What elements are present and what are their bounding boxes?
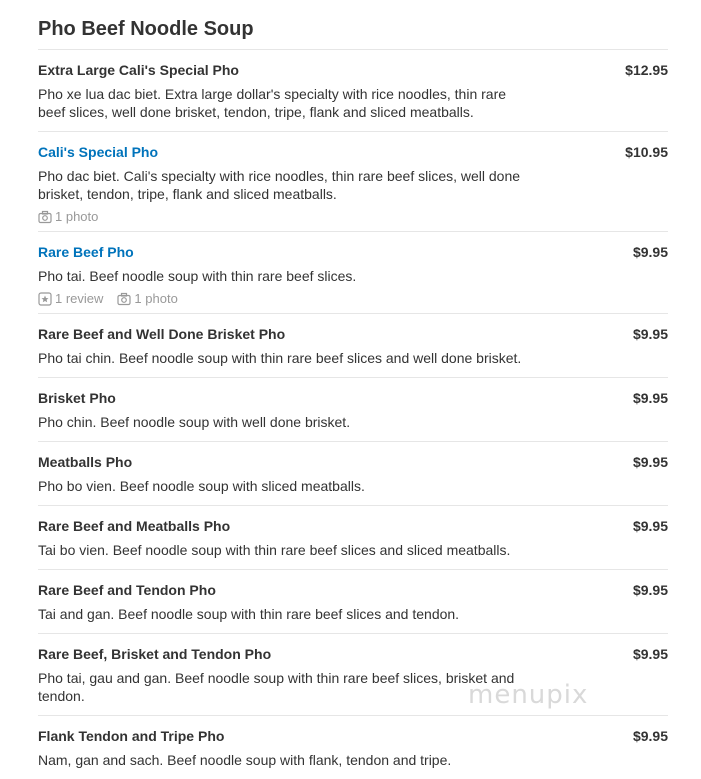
review-count: 1 review (55, 291, 104, 306)
menu-item (38, 131, 668, 231)
item-name: Rare Beef, Brisket and Tendon Pho (38, 646, 272, 662)
item-description: Pho dac biet. Cali's specialty with rice noodles, thin rare beef slices, well done brisket, tendon, tripe, flank and sliced meatballs. (38, 168, 521, 202)
photo-count-link[interactable] (38, 209, 98, 225)
item-description: Tai and gan. Beef noodle soup with thin rare beef slices and tendon. (38, 606, 460, 622)
item-price: $9.95 (632, 390, 668, 406)
item-price: $12.95 (625, 62, 668, 78)
menu-item (38, 313, 668, 377)
item-name: Rare Beef and Well Done Brisket Pho (38, 326, 286, 342)
menu-item (38, 505, 668, 569)
item-price: $9.95 (632, 728, 668, 744)
star-review-icon (38, 292, 52, 306)
review-count-link[interactable] (38, 291, 103, 307)
item-description: Pho tai. Beef noodle soup with thin rare beef slices. (38, 268, 357, 284)
menu-item (38, 377, 668, 441)
item-description: Tai bo vien. Beef noodle soup with thin rare beef slices and sliced meatballs. (38, 542, 511, 558)
item-name: Rare Beef and Meatballs Pho (38, 518, 231, 534)
camera-icon (117, 292, 131, 306)
camera-icon (38, 210, 52, 224)
item-name-link[interactable]: Cali's Special Pho (38, 144, 159, 160)
item-price: $10.95 (625, 144, 668, 160)
item-price: $9.95 (632, 646, 668, 662)
item-description: Pho tai chin. Beef noodle soup with thin rare beef slices and well done brisket. (38, 350, 522, 366)
item-description: Pho xe lua dac biet. Extra large dollar's specialty with rice noodles, thin rare beef slices, well done brisket, tendon, tripe, flank and sliced meatballs. (38, 86, 507, 120)
section-title: Pho Beef Noodle Soup (38, 18, 254, 40)
menu-item (38, 569, 668, 633)
item-price: $9.95 (632, 454, 668, 470)
item-description: Pho bo vien. Beef noodle soup with sliced meatballs. (38, 478, 365, 494)
item-description: Nam, gan and sach. Beef noodle soup with flank, tendon and tripe. (38, 752, 452, 768)
item-price: $9.95 (632, 518, 668, 534)
menu-item (38, 441, 668, 505)
item-name: Extra Large Cali's Special Pho (38, 62, 239, 78)
item-name: Brisket Pho (38, 390, 116, 406)
photo-count: 1 photo (134, 291, 178, 306)
menu-item (38, 715, 668, 779)
menu-item (38, 49, 668, 131)
item-description: Pho chin. Beef noodle soup with well done brisket. (38, 414, 351, 430)
item-name: Meatballs Pho (38, 454, 133, 470)
item-name: Rare Beef and Tendon Pho (38, 582, 216, 598)
item-description: Pho tai, gau and gan. Beef noodle soup with thin rare beef slices, brisket and tendon. (38, 670, 515, 704)
photo-count-link[interactable] (117, 291, 177, 307)
menu-section (38, 0, 668, 779)
item-price: $9.95 (632, 326, 668, 342)
item-name-link[interactable]: Rare Beef Pho (38, 244, 134, 260)
menu-item (38, 231, 668, 313)
item-price: $9.95 (632, 244, 668, 260)
watermark-logo: menupix (468, 680, 589, 710)
item-price: $9.95 (632, 582, 668, 598)
photo-count: 1 photo (55, 209, 99, 224)
item-name: Flank Tendon and Tripe Pho (38, 728, 225, 744)
